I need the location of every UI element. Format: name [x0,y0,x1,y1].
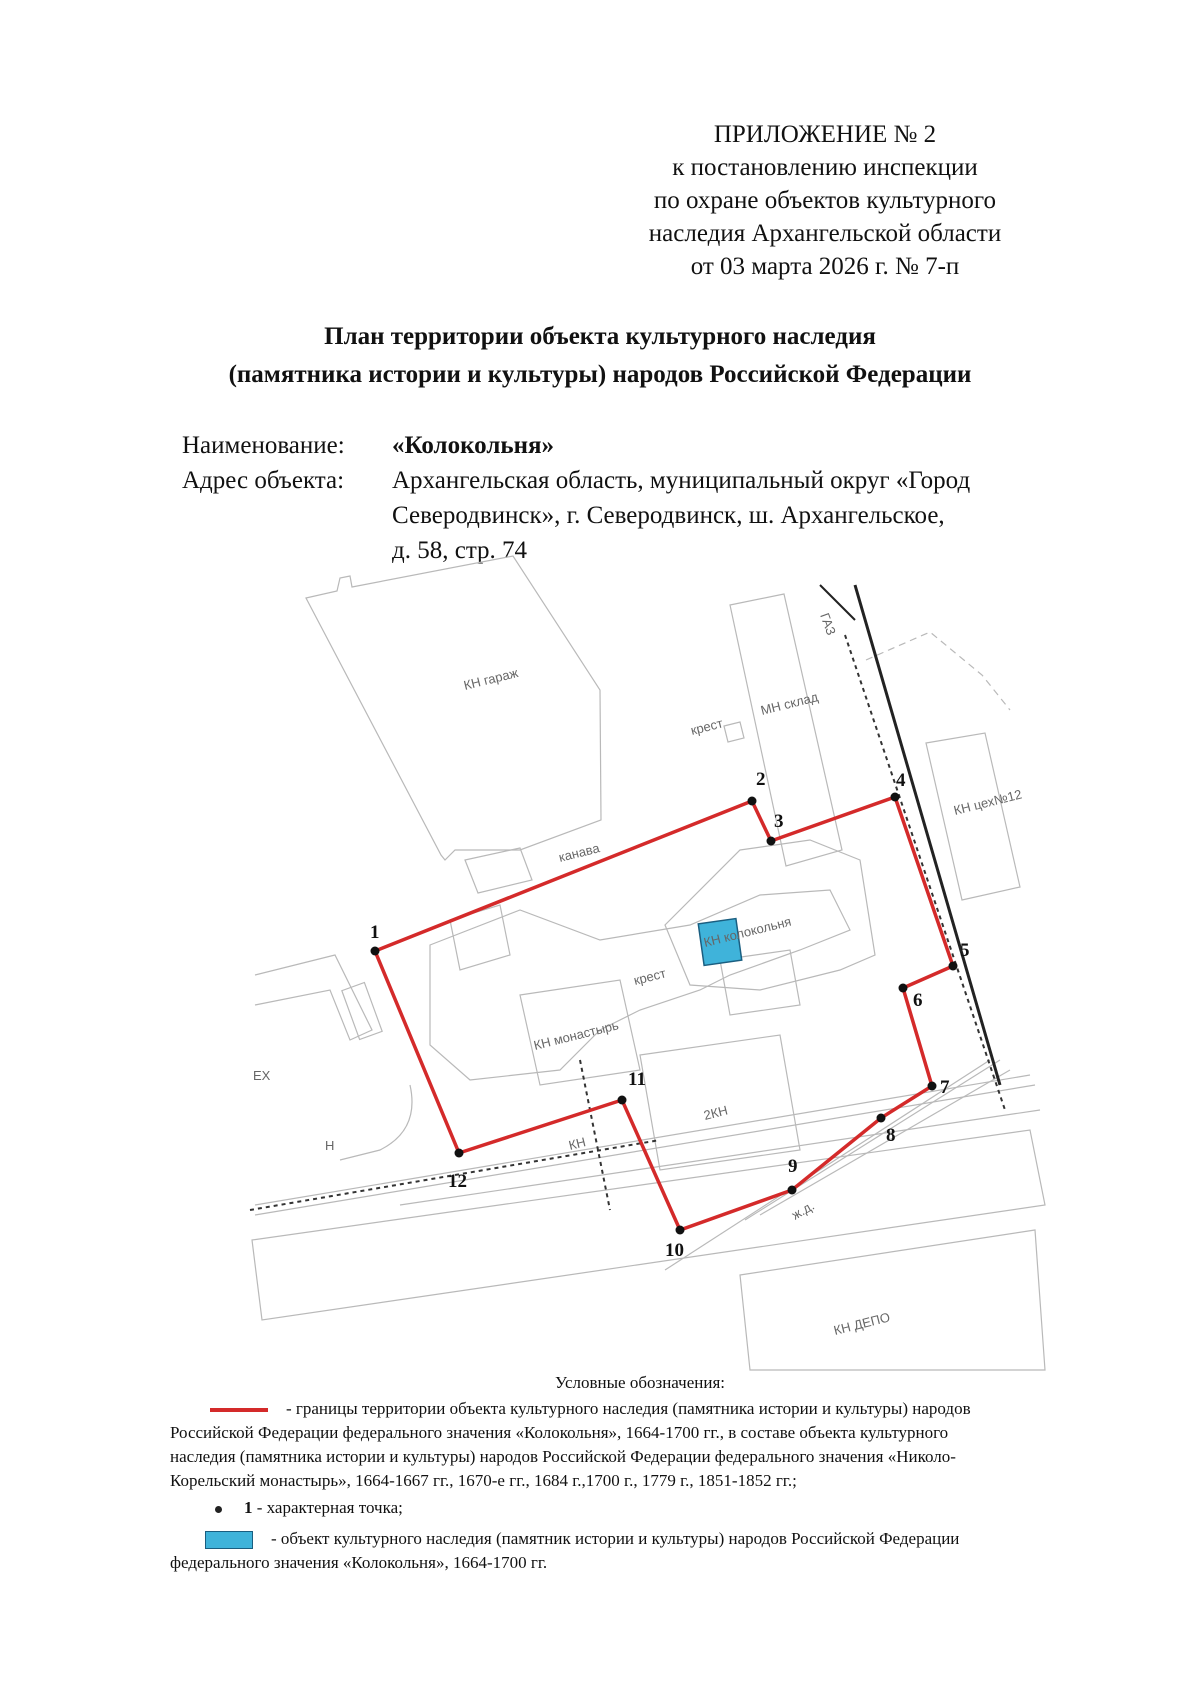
point-6 [899,984,908,993]
cross-marker-top [724,722,744,742]
map-label-canal: канава [557,840,602,865]
address-line-3: д. 58, стр. 74 [392,537,528,564]
point-8 [877,1114,886,1123]
map-label-zhd: ж.д. [789,1197,817,1223]
address-line-2: Северодвинск», г. Северодвинск, ш. Архангельское, [392,502,945,529]
map-label-garage: КН гараж [462,664,520,693]
left-building [255,955,372,1040]
point-label-10: 10 [665,1240,684,1261]
map-label-cross-top: крест [689,715,725,738]
point-label-7: 7 [940,1077,950,1098]
legend-point [170,1496,1115,1520]
point-label-1: 1 [370,922,380,943]
gas-line [855,585,1000,1085]
legend-point-text: - характерная точка; [256,1498,403,1517]
point-7 [928,1082,937,1091]
map-label-depot: КН ДЕПО [832,1309,892,1338]
boundary-line-swatch [210,1408,268,1412]
title-line-1: План территории объекта культурного наследия [324,323,876,350]
church-building [665,840,875,990]
dashed-line-3 [580,1060,610,1210]
point-label-2: 2 [756,769,766,790]
appendix-number: ПРИЛОЖЕНИЕ № 2 [713,121,937,148]
appendix-line-2: к постановлению инспекции [672,154,978,181]
point-label-6: 6 [913,990,923,1011]
legend-boundary-text-1: - границы территории объекта культурного наследия (памятника истории и культуры) народов [286,1399,971,1418]
point-5 [949,962,958,971]
map-label-left-ex: ЕХ [253,1068,271,1083]
background-buildings [252,556,1045,1370]
map-label-kn-bottom: КН [567,1134,588,1153]
legend-point-line [170,1496,1115,1520]
map-label-monastery: КН монастырь [532,1017,621,1053]
appendix-line-3: по охране объектов культурного [653,187,997,214]
address-line-1: Архангельская область, муниципальный округ «Город [392,467,971,494]
garage-building [306,556,601,860]
map-label-bell: КН колокольня [702,913,793,950]
point-label-11: 11 [628,1069,646,1090]
point-3 [767,837,776,846]
railway-line-1 [760,1070,1010,1215]
left-curve [340,1085,412,1160]
dashed-line-2 [845,635,1005,1110]
road-line-3 [400,1110,1040,1205]
depot-building [740,1230,1045,1370]
point-label-9: 9 [788,1156,798,1177]
point-label-12: 12 [448,1171,467,1192]
inner-building-a [450,905,510,970]
legend-boundary-line-4: Корельский монастырь», 1664-1667 гг., 1670-е гг., 1684 г.,1700 г., 1779 г., 1851-1852 гг.; [170,1471,797,1490]
address-label: Адрес объекта: [182,467,345,494]
appendix-line-4: наследия Архангельской области [648,220,1002,247]
point-9 [788,1186,797,1195]
map-label-gaz: ГАЗ [817,610,839,638]
canal-structure [465,848,532,893]
point-label-8: 8 [886,1125,896,1146]
title-line-2: (памятника истории и культуры) народов Российской Федерации [228,361,972,388]
object-swatch [205,1531,253,1549]
appendix-date: от 03 марта 2026 г. № 7-п [690,253,960,280]
map-label-left-h: Н [325,1138,335,1153]
road-line-1 [255,1075,1030,1205]
legend-boundary [170,1397,1115,1493]
legend-object-line-2: федерального значения «Колокольня», 1664-1700 гг. [170,1553,548,1572]
point-10 [676,1226,685,1235]
map-label-cross-mid: крест [632,965,668,988]
point-11 [618,1096,627,1105]
name-label: Наименование: [182,432,345,459]
legend-point-number: 1 [244,1498,253,1517]
point-numbers [370,769,970,1261]
point-label-4: 4 [896,770,906,791]
map-label-workshop: КН цех№12 [952,786,1024,818]
legend-title: Условные обозначения: [554,1373,726,1392]
point-12 [455,1149,464,1158]
legend-object-line-1 [170,1527,1115,1551]
point-label-5: 5 [960,940,970,961]
legend-object [170,1527,1115,1575]
map-label-warehouse: МН склад [759,689,820,718]
name-value: «Колокольня» [392,432,554,459]
legend-boundary-line-2: Российской Федерации федерального значения «Колокольня», 1664-1700 гг., в составе объекта культурного [170,1423,949,1442]
map-label-two-kn: 2КН [702,1102,730,1123]
legend-boundary-line-3: наследия (памятника истории и культуры) народов Российской Федерации федерального значения «Николо- [170,1447,956,1466]
point-4 [891,793,900,802]
boundary-polygon [375,797,953,1230]
point-2 [748,797,757,806]
legend-boundary-line-1 [170,1397,1115,1421]
point-label-3: 3 [774,811,784,832]
point-dot-swatch [215,1506,222,1513]
legend-object-text-1: - объект культурного наследия (памятник истории и культуры) народов Российской Федерации [271,1529,960,1548]
map-labels [253,611,1023,1338]
point-1 [371,947,380,956]
characteristic-points [371,793,958,1235]
